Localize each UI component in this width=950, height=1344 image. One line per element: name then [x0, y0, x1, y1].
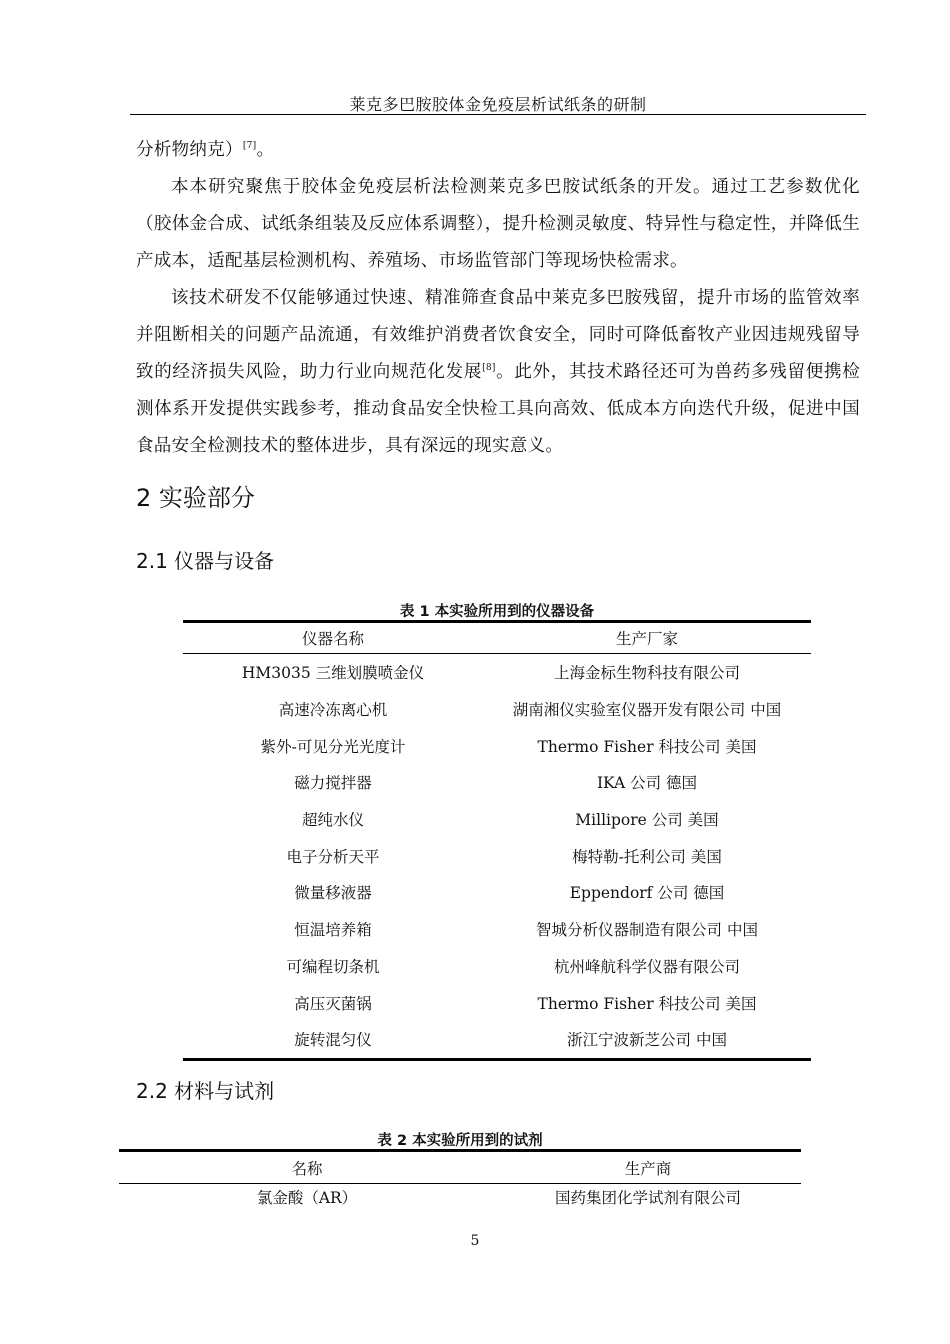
table-row	[183, 837, 811, 874]
running-header: 莱克多巴胺胶体金免疫层析试纸条的研制	[349, 95, 647, 114]
table-cell: Thermo Fisher 科技公司 美国	[537, 994, 757, 1013]
instrument-table	[183, 620, 811, 1061]
table-cell: 高速冷冻离心机	[278, 701, 388, 720]
table-row	[183, 654, 811, 691]
table-cell: 超纯水仪	[301, 811, 364, 830]
column-header: 生产厂家	[483, 622, 811, 654]
subsection-heading: 2.1 仪器与设备	[136, 549, 275, 573]
table-cell: 浙江宁波新芝公司 中国	[567, 1031, 727, 1050]
table-row	[183, 691, 811, 728]
reagent-table	[119, 1149, 801, 1210]
table-caption: 表 1 本实验所用到的仪器设备	[399, 604, 595, 620]
table-cell: 国药集团化学试剂有限公司	[554, 1189, 741, 1207]
paragraph: 本本研究聚焦于胶体金免疫层析法检测莱克多巴胺试纸条的开发。通过工艺参数优化（胶体金合成、试纸条组装及反应体系调整），提升检测灵敏度、特异性与稳定性，并降低生产成本，适配基层检测机构、养殖场、市场监管部门等现场快检需求。	[136, 177, 860, 271]
table-cell: 磁力搅拌器	[294, 774, 372, 793]
table-cell: 电子分析天平	[286, 847, 380, 866]
table-cell: 氯金酸（AR）	[256, 1189, 358, 1207]
table-cell: 上海金标生物科技有限公司	[553, 664, 740, 683]
table-row	[183, 911, 811, 948]
table-row	[183, 801, 811, 838]
section-heading: 2 实验部分	[136, 484, 255, 512]
column-header: 名称	[119, 1151, 495, 1184]
table-cell: Millipore 公司 美国	[575, 811, 719, 830]
paragraph-text: 。	[256, 140, 275, 160]
table-row	[183, 1021, 811, 1059]
table-cell: Eppendorf 公司 德国	[569, 884, 725, 903]
table-row	[183, 874, 811, 911]
table-header-row	[183, 622, 811, 654]
table-cell: HM3035 三维划膜喷金仪	[241, 664, 425, 683]
citation: [7]	[242, 141, 257, 151]
table-cell: 紫外-可见分光光度计	[260, 737, 406, 756]
table-cell: 可编程切条机	[286, 957, 380, 976]
paragraph	[136, 280, 860, 465]
table-cell: 旋转混匀仪	[294, 1031, 372, 1050]
header-rule	[130, 114, 866, 115]
column-header: 生产商	[495, 1151, 801, 1184]
paragraph-text: 。此外，其技术路径还可为兽药多残留便携检测体系开发提供实践参考，推动食品安全快检工具向高效、低成本方向迭代升级，促进中国食品安全检测技术的整体进步，具有深远的现实意义。	[136, 362, 860, 456]
table-cell: 梅特勒-托利公司 美国	[572, 847, 722, 866]
subsection-heading: 2.2 材料与试剂	[136, 1079, 275, 1103]
table-cell: 湖南湘仪实验室仪器开发有限公司 中国	[512, 701, 782, 720]
column-header: 仪器名称	[183, 622, 483, 654]
table-cell: IKA 公司 德国	[596, 774, 698, 793]
body-text	[136, 132, 860, 465]
table-row	[183, 727, 811, 764]
table-cell: Thermo Fisher 科技公司 美国	[537, 737, 757, 756]
table-row	[183, 948, 811, 985]
paragraph-text: 该技术研发不仅能够通过快速、精准筛查食品中莱克多巴胺残留，提升市场的监管效率并阻断相关的问题产品流通，有效维护消费者饮食安全，同时可降低畜牧产业因违规残留导致的经济损失风险，助力行业向规范化发展	[136, 288, 860, 382]
table-caption: 表 2 本实验所用到的试剂	[377, 1133, 543, 1149]
table-row	[119, 1184, 801, 1211]
citation: [8]	[482, 363, 496, 373]
table-cell: 高压灭菌锅	[294, 994, 372, 1013]
paragraph-continuation	[136, 132, 860, 169]
table-cell: 智城分析仪器制造有限公司 中国	[536, 921, 758, 940]
table-cell: 微量移液器	[294, 884, 372, 903]
table-cell: 杭州峰航科学仪器有限公司	[553, 957, 740, 976]
table-row	[183, 764, 811, 801]
page-number: 5	[470, 1233, 480, 1249]
table-row	[183, 984, 811, 1021]
table-header-row	[119, 1151, 801, 1184]
table-cell: 恒温培养箱	[294, 921, 372, 940]
paragraph-text: 分析物纳克）	[136, 140, 243, 160]
